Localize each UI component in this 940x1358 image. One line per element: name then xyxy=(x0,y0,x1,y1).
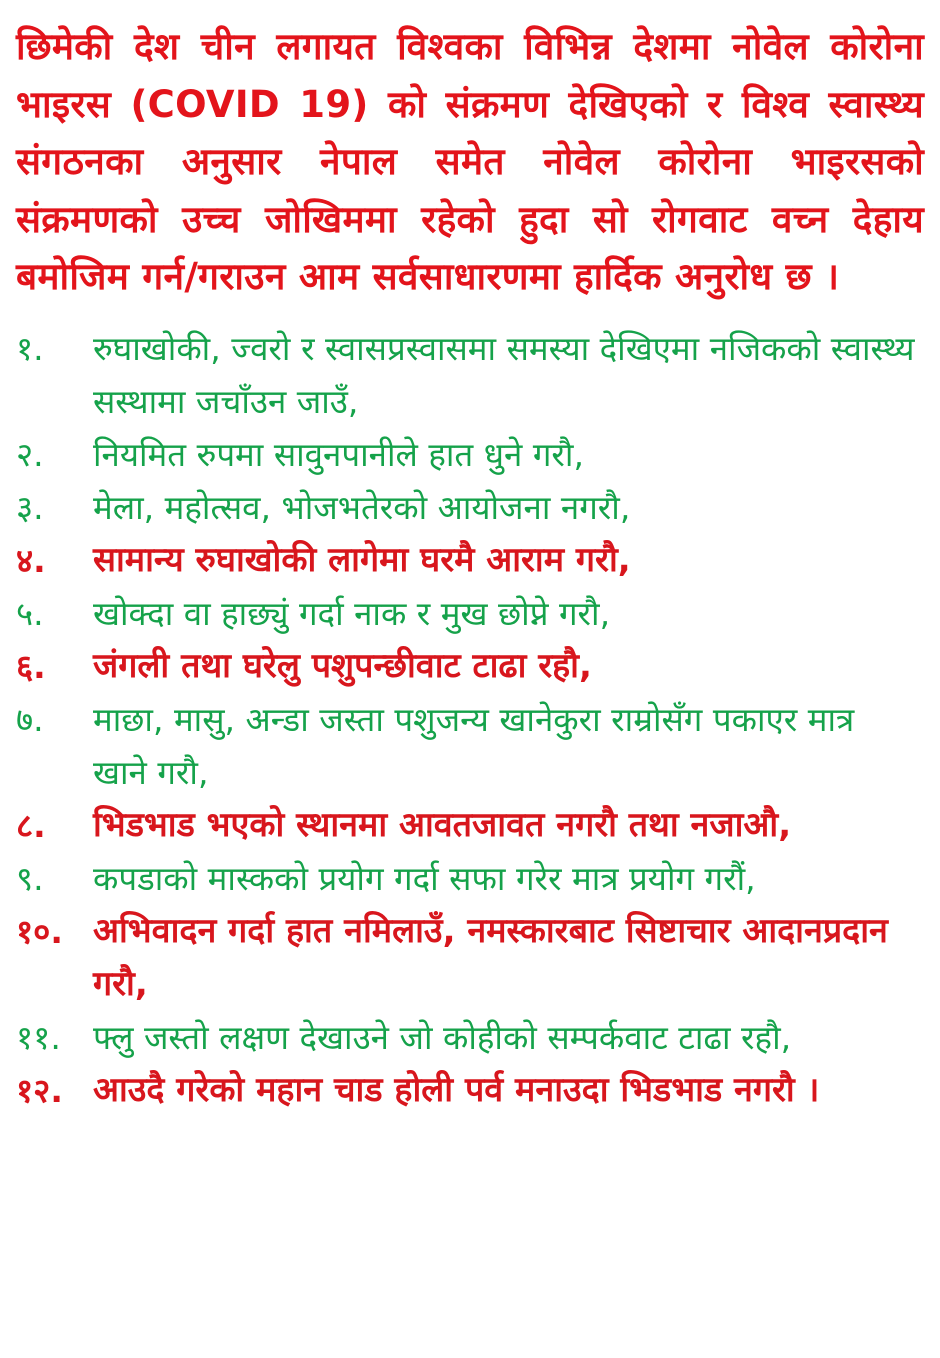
guideline-number: ९. xyxy=(16,858,44,898)
guideline-number: २. xyxy=(16,434,44,474)
guideline-item xyxy=(16,587,924,640)
guideline-item xyxy=(16,428,924,481)
guideline-text: खोक्दा वा हाछ्युं गर्दा नाक र मुख छोप्ने गरौ, xyxy=(93,593,611,633)
guideline-item xyxy=(16,1011,924,1064)
guideline-item xyxy=(16,481,924,534)
guideline-number: ५. xyxy=(16,593,44,633)
guideline-text: सामान्य रुघाखोकी लागेमा घरमै आराम गरौ, xyxy=(93,539,631,580)
guideline-item xyxy=(16,799,924,852)
guideline-text: अभिवादन गर्दा हात नमिलाउँ, नमस्कारबाट सिष्टाचार आदानप्रदान गरौ, xyxy=(93,910,888,1004)
guideline-number: ४. xyxy=(16,540,46,580)
guideline-text: भिडभाड भएको स्थानमा आवतजावत नगरौ तथा नजाऔ, xyxy=(93,804,792,845)
guideline-number: ३. xyxy=(16,487,44,527)
guideline-item xyxy=(16,693,924,799)
guideline-number: ११. xyxy=(16,1017,61,1057)
guideline-number: १२. xyxy=(16,1070,63,1110)
guideline-number: १०. xyxy=(16,911,63,951)
guideline-number: ६. xyxy=(16,646,46,686)
guidelines-list xyxy=(16,322,924,1117)
guideline-number: १. xyxy=(16,328,44,368)
guideline-item xyxy=(16,640,924,693)
notice-intro: छिमेकी देश चीन लगायत विश्वका विभिन्न देशमा नोवेल कोरोना भाइरस (COVID 19) को संक्रमण देखिएको र विश्व स्वास्थ्य संगठनका अनुसार नेपाल समेत नोवेल कोरोना भाइरसको संक्रमणको उच्च जोखिममा रहेको हुदा सो रोगवाट वच्न देहाय बमोजिम गर्न/गराउन आम सर्वसाधारणमा हार्दिक अनुरोध छ । xyxy=(16,25,924,298)
guideline-text: माछा, मासु, अन्डा जस्ता पशुजन्य खानेकुरा राम्रोसँग पकाएर मात्र खाने गरौ, xyxy=(93,699,855,792)
guideline-text: जंगली तथा घरेलु पशुपन्छीवाट टाढा रहौ, xyxy=(93,645,592,686)
guideline-item xyxy=(16,905,924,1011)
guideline-text: फ्लु जस्तो लक्षण देखाउने जो कोहीको सम्पर्कवाट टाढा रहौ, xyxy=(93,1017,792,1057)
guideline-item xyxy=(16,852,924,905)
guideline-number: ७. xyxy=(16,699,44,739)
guideline-number: ८. xyxy=(16,805,46,845)
guideline-text: रुघाखोकी, ज्वरो र स्वासप्रस्वासमा समस्या देखिएमा नजिकको स्वास्थ्य सस्थामा जचाँउन जाउँ, xyxy=(93,328,915,421)
guideline-text: कपडाको मास्कको प्रयोग गर्दा सफा गरेर मात्र प्रयोग गरौं, xyxy=(93,858,756,898)
guideline-item xyxy=(16,534,924,587)
guideline-item xyxy=(16,1064,924,1117)
guideline-text: मेला, महोत्सव, भोजभतेरको आयोजना नगरौ, xyxy=(93,487,631,527)
guideline-item xyxy=(16,322,924,428)
guideline-text: नियमित रुपमा सावुनपानीले हात धुने गरौ, xyxy=(93,434,584,474)
guideline-text: आउदै गरेको महान चाड होली पर्व मनाउदा भिडभाड नगरौ । xyxy=(93,1069,820,1110)
